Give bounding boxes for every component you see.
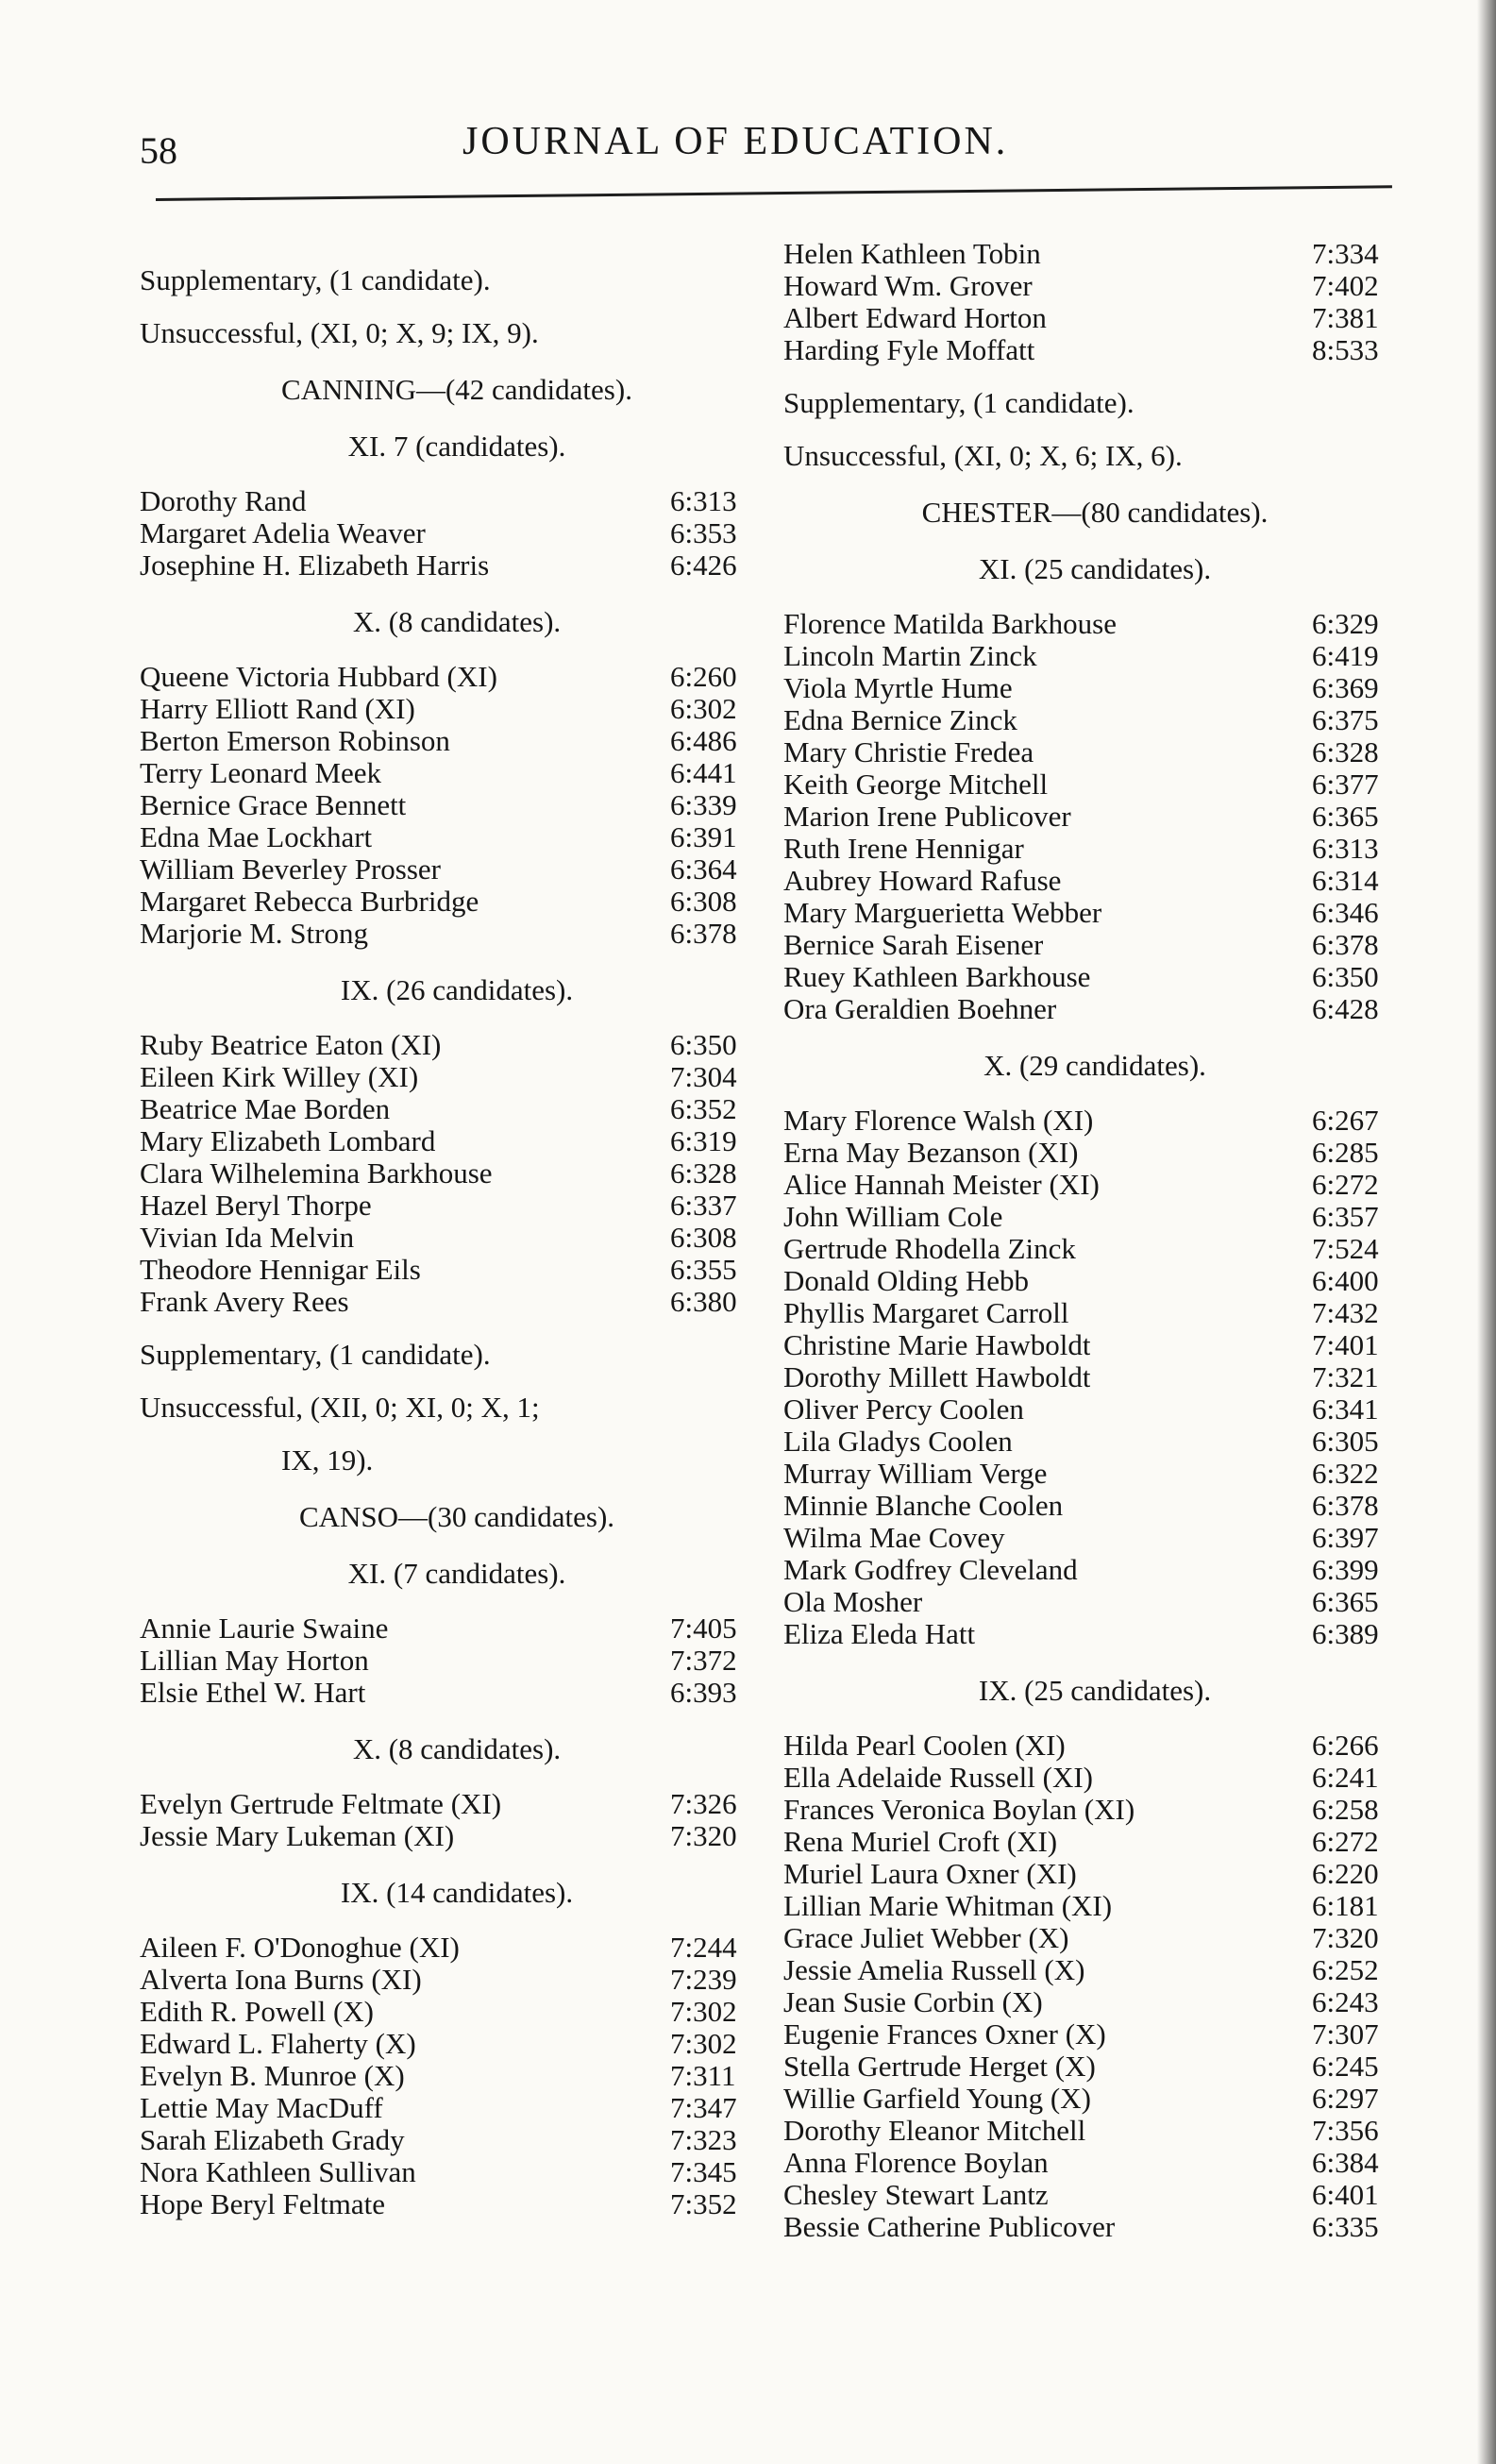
page-number: 58 [140,129,177,172]
candidate-name: Alice Hannah Meister (XI) [783,1169,1100,1201]
candidate-name: Oliver Percy Coolen [783,1393,1024,1426]
candidate-name: Mark Godfrey Cleveland [783,1554,1078,1586]
candidate-row [783,1922,1406,1954]
candidate-score: 6:364 [670,852,737,886]
candidate-score: 7:352 [670,2187,737,2220]
candidate-score: 6:400 [1312,1264,1379,1297]
candidate-name: Theodore Hennigar Eils [140,1254,421,1286]
candidate-name: Margaret Rebecca Burbridge [140,886,479,918]
candidate-score: 6:245 [1312,2050,1379,2083]
candidate-row [783,238,1406,270]
candidate-row [783,1137,1406,1169]
candidate-name: Eugenie Frances Oxner (X) [783,2018,1106,2051]
candidate-score: 6:365 [1312,800,1379,833]
candidate-score: 6:397 [1312,1521,1379,1554]
candidate-name: Lillian Marie Whitman (XI) [783,1890,1113,1922]
candidate-row [783,736,1406,768]
candidate-list [140,1029,774,1318]
candidate-score: 6:486 [670,724,737,757]
candidate-score: 6:357 [1312,1200,1379,1233]
candidate-name: Anna Florence Boylan [783,2147,1049,2179]
candidate-row [783,1201,1406,1233]
candidate-score: 6:341 [1312,1392,1379,1426]
candidate-score: 7:372 [670,1644,737,1677]
candidate-row [783,1554,1406,1586]
candidate-row [783,1522,1406,1554]
candidate-score: 7:323 [670,2123,737,2156]
candidate-name: Evelyn Gertrude Feltmate (XI) [140,1788,502,1820]
summary-line: Supplementary, (1 candidate). [783,386,1135,419]
candidate-name: Albert Edward Horton [783,302,1047,334]
summary-line: IX, 19). [281,1443,374,1477]
candidate-row [140,757,774,789]
candidate-name: Helen Kathleen Tobin [783,238,1041,270]
candidate-name: Christine Marie Hawboldt [783,1329,1091,1361]
candidate-row [140,1286,774,1318]
candidate-row [140,1820,774,1852]
candidate-row [140,886,774,918]
candidate-score: 6:272 [1312,1168,1379,1201]
candidate-row [783,2051,1406,2083]
candidate-name: Gertrude Rhodella Zinck [783,1233,1076,1265]
candidate-score: 7:304 [670,1060,737,1093]
candidate-score: 7:402 [1312,269,1379,302]
candidate-name: Frank Avery Rees [140,1286,349,1318]
candidate-row [140,1254,774,1286]
candidate-name: Mary Florence Walsh (XI) [783,1105,1094,1137]
candidate-row [783,1105,1406,1137]
candidate-name: Nora Kathleen Sullivan [140,2156,416,2188]
candidate-row [783,1586,1406,1618]
candidate-row [783,833,1406,865]
candidate-row [783,1858,1406,1890]
section-heading: CHESTER—(80 candidates). [921,496,1269,529]
candidate-score: 6:393 [670,1676,737,1709]
candidate-score: 6:241 [1312,1761,1379,1794]
candidate-score: 7:302 [670,2027,737,2060]
candidate-name: Mary Christie Fredea [783,736,1034,768]
candidate-score: 6:389 [1312,1617,1379,1650]
candidate-score: 6:350 [1312,960,1379,993]
candidate-list [783,238,1406,366]
candidate-score: 7:302 [670,1995,737,2028]
candidate-score: 7:326 [670,1787,737,1820]
candidate-name: Chesley Stewart Lantz [783,2179,1049,2211]
candidate-score: 7:320 [670,1819,737,1852]
candidate-score: 7:381 [1312,301,1379,334]
section-heading: CANSO—(30 candidates). [298,1500,615,1533]
candidate-score: 6:378 [1312,928,1379,961]
candidate-name: Hope Beryl Feltmate [140,2188,385,2220]
summary-line: Supplementary, (1 candidate). [140,263,491,296]
candidate-row [783,993,1406,1025]
section-heading: X. (8 candidates). [352,605,562,638]
candidate-score: 6:328 [670,1156,737,1190]
journal-title: JOURNAL OF EDUCATION. [462,120,1009,163]
left-column [140,244,774,2230]
candidate-row [783,865,1406,897]
candidate-name: Hilda Pearl Coolen (XI) [783,1730,1066,1762]
section-heading: IX. (25 candidates). [978,1674,1212,1707]
candidate-row [140,789,774,821]
candidate-row [783,334,1406,366]
candidate-score: 6:266 [1312,1729,1379,1762]
candidate-name: Bernice Sarah Eisener [783,929,1044,961]
page-edge-shadow [1477,0,1496,2464]
candidate-row [783,1890,1406,1922]
candidate-score: 6:328 [1312,735,1379,768]
candidate-score: 6:319 [670,1124,737,1157]
candidate-row [140,1677,774,1709]
candidate-score: 6:302 [670,692,737,725]
candidate-row [783,1265,1406,1297]
section-heading: IX. (14 candidates). [340,1876,574,1909]
candidate-score: 6:399 [1312,1553,1379,1586]
candidate-score: 6:337 [670,1189,737,1222]
candidate-name: Ella Adelaide Russell (XI) [783,1762,1093,1794]
section-heading: X. (29 candidates). [983,1049,1206,1082]
candidate-row [783,672,1406,704]
candidate-score: 6:426 [670,548,737,582]
candidate-row [140,853,774,886]
section-heading: IX. (26 candidates). [340,973,574,1006]
candidate-row [140,2028,774,2060]
candidate-name: Jessie Mary Lukeman (XI) [140,1820,455,1852]
candidate-score: 6:441 [670,756,737,789]
candidate-name: Evelyn B. Munroe (X) [140,2060,405,2092]
candidate-name: Stella Gertrude Herget (X) [783,2051,1096,2083]
candidate-score: 7:321 [1312,1360,1379,1393]
candidate-score: 7:244 [670,1931,737,1964]
candidate-row [783,1458,1406,1490]
candidate-score: 6:380 [670,1285,737,1318]
candidate-name: Florence Matilda Barkhouse [783,608,1117,640]
candidate-row [783,1826,1406,1858]
candidate-score: 6:322 [1312,1457,1379,1490]
candidate-row [140,1788,774,1820]
candidate-name: Minnie Blanche Coolen [783,1490,1064,1522]
candidate-name: Dorothy Eleanor Mitchell [783,2115,1086,2147]
candidate-score: 7:320 [1312,1921,1379,1954]
candidate-row [140,1932,774,1964]
candidate-score: 6:391 [670,820,737,853]
candidate-name: Margaret Adelia Weaver [140,517,426,549]
candidate-row [783,1794,1406,1826]
candidate-name: Keith George Mitchell [783,768,1049,801]
candidate-score: 6:378 [1312,1489,1379,1522]
candidate-name: Jean Susie Corbin (X) [783,1986,1043,2018]
candidate-score: 6:308 [670,1221,737,1254]
candidate-row [140,485,774,517]
candidate-score: 7:401 [1312,1328,1379,1361]
candidate-name: Sarah Elizabeth Grady [140,2124,405,2156]
candidate-row [140,2188,774,2220]
section-heading: XI. (25 candidates). [978,552,1212,585]
candidate-score: 7:334 [1312,237,1379,270]
candidate-name: Ora Geraldien Boehner [783,993,1057,1025]
candidate-name: Berton Emerson Robinson [140,725,450,757]
candidate-row [140,1157,774,1190]
summary-line: Unsuccessful, (XI, 0; X, 6; IX, 6). [783,439,1183,472]
candidate-name: Eileen Kirk Willey (XI) [140,1061,419,1093]
section-heading: XI. (7 candidates). [347,1557,566,1590]
candidate-row [140,821,774,853]
section-heading: X. (8 candidates). [352,1732,562,1765]
candidate-name: Elsie Ethel W. Hart [140,1677,366,1709]
candidate-row [140,549,774,582]
candidate-row [783,1297,1406,1329]
candidate-score: 6:272 [1312,1825,1379,1858]
candidate-score: 6:252 [1312,1953,1379,1986]
candidate-name: Phyllis Margaret Carroll [783,1297,1069,1329]
candidate-row [783,897,1406,929]
candidate-score: 6:297 [1312,2082,1379,2115]
candidate-name: Josephine H. Elizabeth Harris [140,549,490,582]
candidate-score: 6:260 [670,660,737,693]
candidate-name: Ola Mosher [783,1586,923,1618]
candidate-name: Frances Veronica Boylan (XI) [783,1794,1135,1826]
candidate-row [140,2124,774,2156]
candidate-name: Aubrey Howard Rafuse [783,865,1062,897]
candidate-row [140,918,774,950]
candidate-list [140,1788,774,1852]
candidate-score: 6:369 [1312,671,1379,704]
candidate-name: Terry Leonard Meek [140,757,382,789]
header-rule [156,185,1392,201]
candidate-name: Mary Elizabeth Lombard [140,1125,436,1157]
candidate-row [783,1329,1406,1361]
right-column [783,228,1406,2253]
candidate-row [140,517,774,549]
candidate-name: Marion Irene Publicover [783,801,1071,833]
candidate-row [783,768,1406,801]
candidate-name: Harry Elliott Rand (XI) [140,693,415,725]
candidate-name: Aileen F. O'Donoghue (XI) [140,1932,460,1964]
candidate-row [783,608,1406,640]
candidate-row [783,929,1406,961]
candidate-score: 6:258 [1312,1793,1379,1826]
candidate-name: Wilma Mae Covey [783,1522,1005,1554]
candidate-name: Lettie May MacDuff [140,2092,383,2124]
candidate-score: 6:335 [1312,2210,1379,2243]
candidate-list [140,661,774,950]
candidate-name: Eliza Eleda Hatt [783,1618,976,1650]
candidate-row [140,1061,774,1093]
candidate-row [140,2092,774,2124]
candidate-row [783,2018,1406,2051]
candidate-name: Dorothy Rand [140,485,307,517]
candidate-row [783,1618,1406,1650]
candidate-row [140,1645,774,1677]
candidate-row [783,2179,1406,2211]
candidate-list [783,608,1406,1025]
candidate-score: 6:243 [1312,1985,1379,2018]
candidate-row [783,1730,1406,1762]
candidate-list [783,1105,1406,1650]
candidate-row [783,270,1406,302]
candidate-score: 6:375 [1312,703,1379,736]
candidate-row [783,1426,1406,1458]
candidate-name: Rena Muriel Croft (XI) [783,1826,1058,1858]
candidate-score: 6:350 [670,1028,737,1061]
candidate-name: Hazel Beryl Thorpe [140,1190,372,1222]
candidate-name: Ruth Irene Hennigar [783,833,1024,865]
candidate-row [140,1964,774,1996]
candidate-row [783,704,1406,736]
candidate-row [140,1190,774,1222]
candidate-score: 6:308 [670,885,737,918]
candidate-row [783,1762,1406,1794]
candidate-row [140,1093,774,1125]
section-heading: CANNING—(42 candidates). [281,373,632,406]
summary-line: Unsuccessful, (XI, 0; X, 9; IX, 9). [140,316,539,349]
page-header [0,111,1496,172]
candidate-row [783,2211,1406,2243]
candidate-row [783,1361,1406,1393]
candidate-row [783,961,1406,993]
candidate-row [140,1996,774,2028]
candidate-name: Lillian May Horton [140,1645,369,1677]
candidate-score: 7:307 [1312,2017,1379,2051]
candidate-name: Lincoln Martin Zinck [783,640,1037,672]
candidate-score: 6:355 [670,1253,737,1286]
candidate-score: 7:311 [670,2059,736,2092]
candidate-name: Alverta Iona Burns (XI) [140,1964,422,1996]
candidate-score: 7:432 [1312,1296,1379,1329]
candidate-score: 6:401 [1312,2178,1379,2211]
candidate-name: Ruby Beatrice Eaton (XI) [140,1029,442,1061]
candidate-row [783,1233,1406,1265]
candidate-row [140,1222,774,1254]
candidate-score: 6:428 [1312,992,1379,1025]
candidate-score: 6:305 [1312,1425,1379,1458]
candidate-name: Jessie Amelia Russell (X) [783,1954,1085,1986]
candidate-name: William Beverley Prosser [140,853,442,886]
candidate-row [783,302,1406,334]
candidate-row [783,1169,1406,1201]
candidate-name: Edna Bernice Zinck [783,704,1017,736]
candidate-score: 6:339 [670,788,737,821]
candidate-score: 6:314 [1312,864,1379,897]
candidate-name: Edward L. Flaherty (X) [140,2028,416,2060]
section-heading: XI. 7 (candidates). [347,430,566,463]
candidate-score: 6:377 [1312,768,1379,801]
summary-line: Unsuccessful, (XII, 0; XI, 0; X, 1; [140,1391,540,1424]
candidate-row [783,2083,1406,2115]
candidate-score: 7:239 [670,1963,737,1996]
candidate-row [140,1125,774,1157]
candidate-name: Vivian Ida Melvin [140,1222,355,1254]
candidate-row [783,1393,1406,1426]
candidate-row [140,693,774,725]
candidate-name: Queene Victoria Hubbard (XI) [140,661,497,693]
candidate-row [783,1986,1406,2018]
candidate-row [140,725,774,757]
candidate-score: 7:356 [1312,2114,1379,2147]
candidate-name: Erna May Bezanson (XI) [783,1137,1079,1169]
candidate-name: Beatrice Mae Borden [140,1093,391,1125]
candidate-name: Bernice Grace Bennett [140,789,407,821]
candidate-name: Howard Wm. Grover [783,270,1033,302]
candidate-list [140,485,774,582]
candidate-name: Grace Juliet Webber (X) [783,1922,1069,1954]
candidate-list [140,1612,774,1709]
candidate-score: 6:313 [1312,832,1379,865]
candidate-row [140,2156,774,2188]
candidate-row [140,1612,774,1645]
candidate-row [140,2060,774,2092]
candidate-score: 7:524 [1312,1232,1379,1265]
candidate-row [783,1490,1406,1522]
candidate-row [783,1954,1406,1986]
candidate-row [783,2115,1406,2147]
candidate-row [140,1029,774,1061]
candidate-name: Edith R. Powell (X) [140,1996,374,2028]
candidate-name: Murray William Verge [783,1458,1048,1490]
candidate-row [783,2147,1406,2179]
candidate-score: 6:384 [1312,2146,1379,2179]
candidate-score: 6:267 [1312,1104,1379,1137]
candidate-name: Harding Fyle Moffatt [783,334,1035,366]
candidate-row [783,801,1406,833]
candidate-list [140,1932,774,2220]
candidate-score: 6:419 [1312,639,1379,672]
candidate-name: Willie Garfield Young (X) [783,2083,1091,2115]
candidate-score: 7:345 [670,2155,737,2188]
candidate-list [783,1730,1406,2243]
candidate-score: 6:285 [1312,1136,1379,1169]
candidate-name: Donald Olding Hebb [783,1265,1030,1297]
candidate-row [783,640,1406,672]
candidate-name: Lila Gladys Coolen [783,1426,1013,1458]
candidate-name: Clara Wilhelemina Barkhouse [140,1157,493,1190]
candidate-score: 6:220 [1312,1857,1379,1890]
candidate-name: Dorothy Millett Hawboldt [783,1361,1091,1393]
candidate-score: 6:346 [1312,896,1379,929]
candidate-score: 6:353 [670,516,737,549]
candidate-name: Edna Mae Lockhart [140,821,373,853]
candidate-name: Mary Marguerietta Webber [783,897,1102,929]
candidate-score: 7:347 [670,2091,737,2124]
candidate-score: 6:378 [670,917,737,950]
candidate-score: 8:533 [1312,333,1379,366]
candidate-score: 6:313 [670,484,737,517]
candidate-name: Bessie Catherine Publicover [783,2211,1116,2243]
candidate-score: 6:352 [670,1092,737,1125]
candidate-name: Ruey Kathleen Barkhouse [783,961,1091,993]
candidate-name: Viola Myrtle Hume [783,672,1013,704]
candidate-score: 6:329 [1312,607,1379,640]
candidate-score: 6:181 [1312,1889,1379,1922]
candidate-name: Annie Laurie Swaine [140,1612,389,1645]
candidate-name: Marjorie M. Strong [140,918,368,950]
candidate-score: 6:365 [1312,1585,1379,1618]
candidate-name: John William Cole [783,1201,1003,1233]
candidate-score: 7:405 [670,1612,737,1645]
summary-line: Supplementary, (1 candidate). [140,1338,491,1371]
candidate-row [140,661,774,693]
candidate-name: Muriel Laura Oxner (XI) [783,1858,1077,1890]
